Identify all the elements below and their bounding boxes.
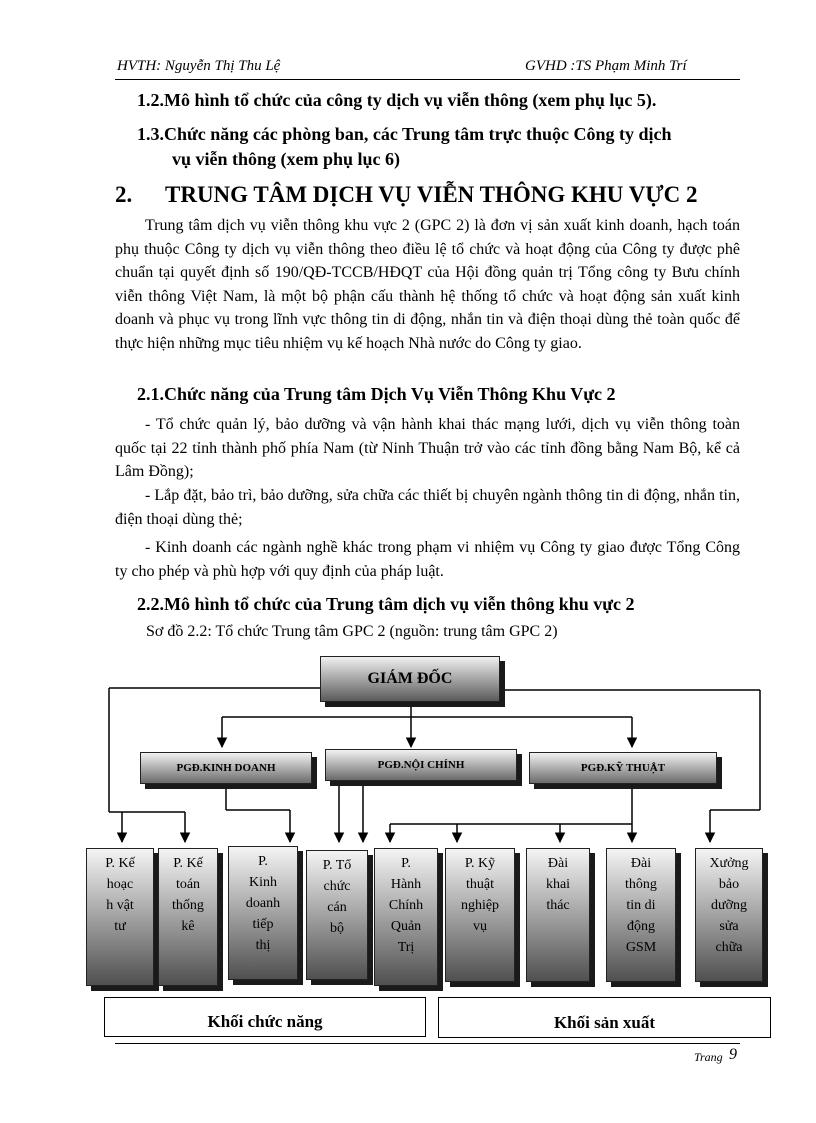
function-item-1: - Tổ chức quản lý, bảo dưỡng và vận hành khai thác mạng lưới, dịch vụ viễn thông toàn quốc tại 22 tỉnh thành phố phía Nam (từ Ninh Thuận trở vào các tỉnh đồng bằng Nam Bộ, kể cả Lâm Đồng); <box>115 416 740 480</box>
unit-gsm-station: Đài thông tin di động GSM <box>606 848 676 982</box>
unit-planning-materials: P. Kế hoạc h vật tư <box>86 848 154 986</box>
deputy-internal-box: PGĐ.NỘI CHÍNH <box>325 749 517 781</box>
heading-2-title: TRUNG TÂM DỊCH VỤ VIỄN THÔNG KHU VỰC 2 <box>165 182 698 207</box>
unit-personnel: P. Tổ chức cán bộ <box>306 850 368 980</box>
group-functional: Khối chức năng <box>104 997 426 1037</box>
heading-1-2: 1.2.Mô hình tổ chức của công ty dịch vụ viễn thông (xem phụ lục 5). <box>137 90 657 110</box>
unit-technical-operations: P. Kỹ thuật nghiệp vụ <box>445 848 515 982</box>
footer-page-label: Trang <box>694 1050 723 1064</box>
function-item-2: - Lắp đặt, bảo trì, bảo dưỡng, sửa chữa các thiết bị chuyên ngành thông tin di động, nhắn tin, điện thoại dùng thẻ; <box>115 487 740 528</box>
intro-paragraph: Trung tâm dịch vụ viễn thông khu vực 2 (GPC 2) là đơn vị sản xuất kinh doanh, hạch toán phụ thuộc Công ty dịch vụ viễn thông theo điều lệ tổ chức và hoạt động của Công ty được phê chuẩn tại quyết định số 190/QĐ-TCCB/HĐQT của Hội đồng quản trị Tổng công ty Bưu chính viễn thông Việt Nam, là một bộ phận cấu thành hệ thống tổ chức và hoạt động sản xuất kinh doanh và phục vụ trong lĩnh vực thông tin di động, nhắn tin và điện thoại dùng thẻ toàn quốc để thực hiện những mục tiêu nhiệm vụ kế hoạch Nhà nước do Công ty giao. <box>115 217 740 352</box>
footer-rule <box>115 1043 740 1044</box>
footer-page-number: 9 <box>729 1046 737 1063</box>
heading-2-number: 2. <box>115 182 133 207</box>
function-item-3: - Kinh doanh các ngành nghề khác trong phạm vi nhiệm vụ Công ty giao được Tổng Công ty cho phép và phù hợp với quy định của pháp luật. <box>115 539 740 580</box>
header-author: HVTH: Nguyễn Thị Thu Lệ <box>117 58 281 74</box>
director-box: GIÁM ĐỐC <box>320 656 500 702</box>
heading-2-2: 2.2.Mô hình tổ chức của Trung tâm dịch vụ viễn thông khu vực 2 <box>137 594 635 614</box>
unit-exploitation-station: Đài khai thác <box>526 848 590 982</box>
group-production: Khối sản xuất <box>438 997 771 1038</box>
unit-business-marketing: P. Kinh doanh tiếp thị <box>228 846 298 980</box>
diagram-caption: Sơ đồ 2.2: Tổ chức Trung tâm GPC 2 (nguồn: trung tâm GPC 2) <box>146 623 558 640</box>
deputy-technical-box: PGĐ.KỸ THUẬT <box>529 752 717 784</box>
unit-administration: P. Hành Chính Quản Trị <box>374 848 438 986</box>
deputy-business-box: PGĐ.KINH DOANH <box>140 752 312 784</box>
header-supervisor: GVHD :TS Phạm Minh Trí <box>525 58 687 74</box>
unit-maintenance-workshop: Xưởng bảo dưỡng sửa chữa <box>695 848 763 982</box>
heading-2-1: 2.1.Chức năng của Trung tâm Dịch Vụ Viễn Thông Khu Vực 2 <box>137 384 616 404</box>
heading-1-3-line1: 1.3.Chức năng các phòng ban, các Trung tâm trực thuộc Công ty dịch <box>137 124 672 144</box>
heading-1-3-line2: vụ viễn thông (xem phụ lục 6) <box>172 149 401 169</box>
unit-accounting-statistics: P. Kế toán thống kê <box>158 848 218 986</box>
